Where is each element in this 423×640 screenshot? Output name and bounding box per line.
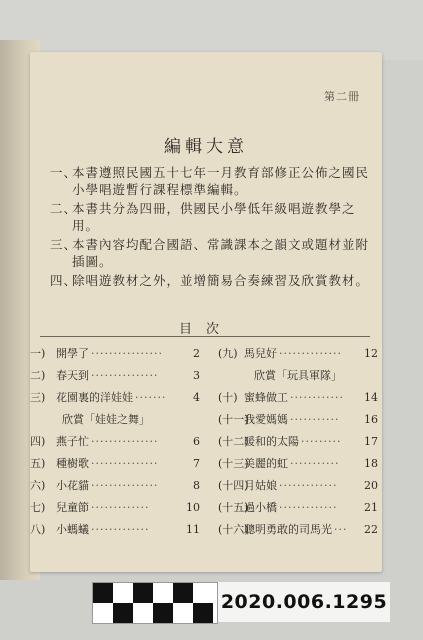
- toc-page: 7: [193, 456, 200, 470]
- toc-number: (十一): [218, 413, 249, 426]
- toc-right-column: [218, 342, 378, 540]
- catalog-number: 2020.006.1295: [218, 582, 390, 622]
- toc-entry: [218, 408, 378, 430]
- intro-number: 二、: [50, 201, 78, 216]
- toc-number: 六): [30, 479, 46, 492]
- toc-name: 我愛媽媽: [244, 413, 288, 426]
- intro-number: 一、: [50, 165, 78, 180]
- toc-number: 一): [30, 347, 46, 360]
- toc-leader: ·············: [279, 500, 338, 514]
- toc-number: (十五): [218, 501, 249, 514]
- toc-name: 花園裏的洋娃娃: [56, 391, 133, 404]
- toc-number: (十四): [218, 479, 249, 492]
- toc-name: 美麗的虹: [244, 457, 288, 470]
- scale-square: [113, 603, 133, 623]
- toc-number: 八): [30, 523, 46, 536]
- scale-square: [93, 583, 113, 603]
- toc-page: 11: [186, 522, 200, 536]
- intro-number: 四、: [50, 273, 78, 288]
- toc-leader: ···········: [290, 456, 340, 470]
- toc-name: 兒童節: [56, 501, 89, 514]
- toc-page: 22: [364, 522, 378, 536]
- background: [0, 0, 423, 60]
- toc-title: 目次: [178, 322, 233, 337]
- intro-item: [50, 164, 375, 198]
- intro-item: [50, 272, 375, 289]
- toc-entry: [30, 518, 200, 540]
- intro-text: 本書內容均配合國語、常識課本之韻文或題材並附插圖。: [72, 237, 370, 269]
- intro-text: 本書遵照民國五十七年一月教育部修正公佈之國民小學唱遊暫行課程標準編輯。: [72, 165, 370, 197]
- scale-square: [173, 583, 193, 603]
- intro-item: [50, 236, 375, 270]
- toc-entry: [30, 364, 200, 386]
- toc-page: 10: [186, 500, 200, 514]
- intro-number: 三、: [50, 237, 78, 252]
- toc-number: 五): [30, 457, 46, 470]
- toc-leader: ···············: [91, 434, 159, 448]
- book-page: [30, 52, 382, 572]
- toc-entry: [30, 430, 200, 452]
- toc-left-column: [30, 342, 200, 540]
- toc-number: (十三): [218, 457, 249, 470]
- toc-name: 聰明勇敢的司馬光: [244, 523, 332, 536]
- toc-page: 20: [364, 478, 378, 492]
- toc-name: 蜜蜂做工: [244, 391, 288, 404]
- toc-name: 暖和的太陽: [244, 435, 299, 448]
- toc-page: 4: [193, 390, 200, 404]
- toc-number: 二): [30, 369, 46, 382]
- toc-page: 21: [364, 500, 378, 514]
- toc-number: (十二): [218, 435, 249, 448]
- toc-number: 七): [30, 501, 46, 514]
- toc-page: 17: [364, 434, 378, 448]
- toc-page: 6: [193, 434, 200, 448]
- toc-number: (九): [218, 347, 238, 360]
- scale-square: [153, 603, 173, 623]
- toc-entry: [218, 430, 378, 452]
- toc-name: 燕子忙: [56, 435, 89, 448]
- toc-page: 12: [364, 346, 378, 360]
- scale-square: [193, 603, 213, 623]
- toc-leader: ···············: [91, 478, 159, 492]
- toc-leader: ···············: [91, 456, 159, 470]
- volume-label: 第二冊: [324, 90, 360, 103]
- toc-name: 小花貓: [56, 479, 89, 492]
- toc-leader: ·············: [279, 478, 338, 492]
- toc-leader: ················: [91, 346, 163, 360]
- toc-page: 3: [193, 368, 200, 382]
- toc-entry: [30, 452, 200, 474]
- toc-entry: [30, 386, 200, 408]
- toc-entry: [218, 386, 378, 408]
- toc-page: 18: [364, 456, 378, 470]
- toc-entry: [30, 342, 200, 364]
- toc-number: (十六): [218, 523, 249, 536]
- toc-entry: [30, 474, 200, 496]
- toc-number: (十): [218, 391, 238, 404]
- toc-leader: ·······: [135, 390, 167, 404]
- toc-leader: ··············: [279, 346, 342, 360]
- toc-leader: ···············: [91, 368, 159, 382]
- scale-square: [133, 583, 153, 603]
- toc-leader: ············: [290, 390, 344, 404]
- toc-page: 14: [364, 390, 378, 404]
- toc-name: 春天到: [56, 369, 89, 382]
- intro-item: [50, 200, 375, 234]
- intro-text: 除唱遊教材之外，並增簡易合奏練習及欣賞教材。: [72, 273, 370, 288]
- toc-number: 三): [30, 391, 46, 404]
- toc-leader: ···········: [290, 412, 340, 426]
- toc-name: 小螞蟻: [56, 523, 89, 536]
- toc-name: 開學了: [56, 347, 89, 360]
- toc-page: 16: [364, 412, 378, 426]
- toc-name: 過小橋: [244, 501, 277, 514]
- toc-leader: ·············: [91, 500, 150, 514]
- toc-page: 8: [193, 478, 200, 492]
- toc-appreciation: 欣賞「玩具軍隊」: [254, 369, 342, 382]
- toc-name: 種樹歌: [56, 457, 89, 470]
- toc-name: 月姑娘: [244, 479, 277, 492]
- toc-entry: [218, 342, 378, 364]
- toc-leader: ···: [334, 522, 348, 536]
- toc-entry: [218, 474, 378, 496]
- toc-leader: ·············: [91, 522, 150, 536]
- toc-entry: [218, 518, 378, 540]
- toc-name: 馬兒好: [244, 347, 277, 360]
- toc-appreciation: 欣賞「娃娃之舞」: [62, 413, 150, 426]
- toc-page: 2: [193, 346, 200, 360]
- page-title: 編輯大意: [164, 137, 248, 157]
- toc-entry: [30, 496, 200, 518]
- intro-text: 本書共分為四冊，供國民小學低年級唱遊教學之用。: [72, 201, 356, 233]
- toc-number: 四): [30, 435, 46, 448]
- toc-entry: [218, 452, 378, 474]
- toc-divider: [40, 336, 370, 337]
- intro-list: [50, 164, 375, 291]
- toc-entry: [218, 496, 378, 518]
- color-scale-bar: [92, 582, 218, 624]
- toc-leader: ·········: [301, 434, 342, 448]
